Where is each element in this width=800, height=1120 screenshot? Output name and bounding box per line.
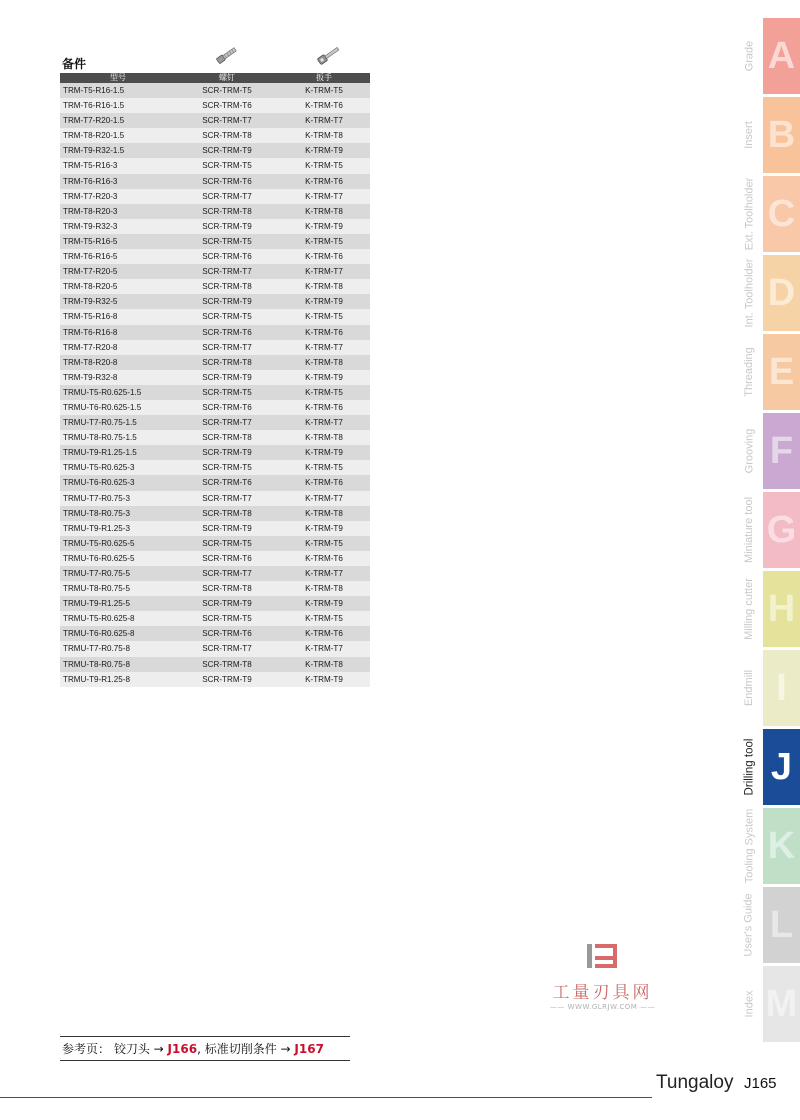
cell-model: TRMU-T5-R0.625-5 [60, 536, 176, 551]
table-row [60, 475, 370, 490]
tab-letter: F [763, 413, 800, 489]
tab-letter: A [763, 18, 800, 94]
table-row [60, 460, 370, 475]
tab-h[interactable] [735, 571, 800, 647]
table-row [60, 385, 370, 400]
watermark-url: —— WWW.GLRJW.COM —— [549, 1003, 656, 1011]
table-row [60, 234, 370, 249]
cell-model: TRM-T5-R16-1.5 [60, 83, 176, 98]
cell-wrench: K-TRM-T5 [278, 158, 370, 173]
cell-screw: SCR-TRM-T6 [176, 98, 278, 113]
cell-screw: SCR-TRM-T5 [176, 83, 278, 98]
cell-screw: SCR-TRM-T5 [176, 234, 278, 249]
table-row [60, 641, 370, 656]
table-row [60, 340, 370, 355]
cell-screw: SCR-TRM-T6 [176, 400, 278, 415]
tab-j[interactable] [735, 729, 800, 805]
cell-wrench: K-TRM-T7 [278, 264, 370, 279]
table-row [60, 294, 370, 309]
cell-screw: SCR-TRM-T9 [176, 521, 278, 536]
tab-label: Milling cutter [743, 578, 755, 640]
cell-model: TRMU-T8-R0.75-3 [60, 506, 176, 521]
cell-model: TRMU-T7-R0.75-3 [60, 491, 176, 506]
table-row [60, 325, 370, 340]
cell-screw: SCR-TRM-T9 [176, 143, 278, 158]
cell-model: TRM-T8-R20-5 [60, 279, 176, 294]
cell-wrench: K-TRM-T6 [278, 626, 370, 641]
cell-wrench: K-TRM-T8 [278, 430, 370, 445]
cell-wrench: K-TRM-T6 [278, 174, 370, 189]
table-row [60, 626, 370, 641]
cell-model: TRM-T6-R16-1.5 [60, 98, 176, 113]
header-screw: 螺钉 [176, 73, 278, 83]
cell-wrench: K-TRM-T9 [278, 445, 370, 460]
spare-parts-table [60, 73, 370, 687]
tab-label-wrap [737, 650, 761, 726]
tab-label: Drilling tool [743, 738, 756, 796]
cell-wrench: K-TRM-T5 [278, 536, 370, 551]
cell-model: TRMU-T7-R0.75-8 [60, 641, 176, 656]
table-row [60, 174, 370, 189]
table-row [60, 536, 370, 551]
tab-e[interactable] [735, 334, 800, 410]
table-row [60, 279, 370, 294]
cell-model: TRM-T9-R32-3 [60, 219, 176, 234]
tab-letter: C [763, 176, 800, 252]
cell-wrench: K-TRM-T8 [278, 657, 370, 672]
table-row [60, 158, 370, 173]
cell-model: TRM-T6-R16-8 [60, 325, 176, 340]
cell-screw: SCR-TRM-T7 [176, 491, 278, 506]
reference-link-j167[interactable]: J167 [294, 1042, 324, 1056]
cell-model: TRMU-T9-R1.25-1.5 [60, 445, 176, 460]
cell-wrench: K-TRM-T5 [278, 460, 370, 475]
cell-screw: SCR-TRM-T8 [176, 506, 278, 521]
cell-model: TRM-T6-R16-3 [60, 174, 176, 189]
tab-letter: L [763, 887, 800, 963]
cell-model: TRMU-T5-R0.625-8 [60, 611, 176, 626]
tab-label-wrap [737, 255, 761, 331]
cell-model: TRM-T5-R16-5 [60, 234, 176, 249]
table-row [60, 657, 370, 672]
tab-letter: B [763, 97, 800, 173]
table-row [60, 309, 370, 324]
cell-wrench: K-TRM-T9 [278, 521, 370, 536]
cell-wrench: K-TRM-T8 [278, 581, 370, 596]
tab-label-wrap [737, 571, 761, 647]
cell-model: TRM-T6-R16-5 [60, 249, 176, 264]
table-row [60, 98, 370, 113]
table-row [60, 400, 370, 415]
table-row [60, 581, 370, 596]
tab-m[interactable] [735, 966, 800, 1042]
table-row [60, 566, 370, 581]
table-row [60, 551, 370, 566]
table-row [60, 264, 370, 279]
page-number: J165 [744, 1075, 777, 1092]
cell-wrench: K-TRM-T7 [278, 415, 370, 430]
cell-wrench: K-TRM-T8 [278, 279, 370, 294]
table-row [60, 249, 370, 264]
cell-model: TRMU-T7-R0.75-1.5 [60, 415, 176, 430]
tab-label: Int. Toolholder [743, 258, 755, 328]
cell-screw: SCR-TRM-T6 [176, 626, 278, 641]
cell-screw: SCR-TRM-T7 [176, 264, 278, 279]
cell-wrench: K-TRM-T8 [278, 355, 370, 370]
tab-label: Endmill [743, 669, 756, 707]
cell-screw: SCR-TRM-T5 [176, 309, 278, 324]
tab-c[interactable] [735, 176, 800, 252]
cell-wrench: K-TRM-T8 [278, 506, 370, 521]
cell-screw: SCR-TRM-T5 [176, 158, 278, 173]
tab-letter: H [763, 571, 800, 647]
header-wrench: 扳手 [278, 73, 370, 83]
cell-screw: SCR-TRM-T9 [176, 294, 278, 309]
cell-screw: SCR-TRM-T8 [176, 657, 278, 672]
cell-wrench: K-TRM-T9 [278, 370, 370, 385]
cell-model: TRMU-T9-R1.25-5 [60, 596, 176, 611]
tab-label-wrap [737, 966, 761, 1042]
cell-model: TRM-T9-R32-8 [60, 370, 176, 385]
tab-label-wrap [737, 492, 761, 568]
tab-label-wrap [737, 887, 761, 963]
cell-model: TRMU-T9-R1.25-3 [60, 521, 176, 536]
table-row [60, 415, 370, 430]
cell-screw: SCR-TRM-T6 [176, 551, 278, 566]
table-row [60, 113, 370, 128]
cell-model: TRM-T9-R32-1.5 [60, 143, 176, 158]
cell-screw: SCR-TRM-T9 [176, 596, 278, 611]
cell-screw: SCR-TRM-T5 [176, 536, 278, 551]
cell-wrench: K-TRM-T5 [278, 234, 370, 249]
cell-screw: SCR-TRM-T8 [176, 128, 278, 143]
cell-wrench: K-TRM-T5 [278, 83, 370, 98]
cell-wrench: K-TRM-T5 [278, 385, 370, 400]
tab-label: Insert [743, 121, 756, 149]
cell-wrench: K-TRM-T7 [278, 566, 370, 581]
cell-wrench: K-TRM-T7 [278, 113, 370, 128]
cell-model: TRM-T7-R20-3 [60, 189, 176, 204]
table-row [60, 445, 370, 460]
tab-label: Ext. Toolholder [743, 177, 756, 251]
tab-letter: I [763, 650, 800, 726]
cell-model: TRM-T7-R20-1.5 [60, 113, 176, 128]
tab-label: Grade [743, 40, 756, 72]
brand-name: Tungaloy [656, 1072, 734, 1093]
cell-wrench: K-TRM-T7 [278, 491, 370, 506]
tab-label-wrap [737, 729, 761, 805]
cell-screw: SCR-TRM-T9 [176, 445, 278, 460]
cell-screw: SCR-TRM-T6 [176, 174, 278, 189]
tab-label: Threading [743, 347, 756, 397]
footer-rule [0, 1097, 652, 1098]
cell-wrench: K-TRM-T6 [278, 551, 370, 566]
tab-label: Index [743, 990, 756, 1018]
cell-model: TRM-T8-R20-8 [60, 355, 176, 370]
tab-letter: K [763, 808, 800, 884]
watermark-text: 工量刃具网 [552, 983, 653, 1003]
tab-letter: M [763, 966, 800, 1042]
tab-l[interactable] [735, 887, 800, 963]
cell-screw: SCR-TRM-T6 [176, 249, 278, 264]
cell-wrench: K-TRM-T9 [278, 672, 370, 687]
cell-wrench: K-TRM-T7 [278, 189, 370, 204]
cell-screw: SCR-TRM-T5 [176, 611, 278, 626]
table-row [60, 491, 370, 506]
table-body [60, 83, 370, 687]
cell-screw: SCR-TRM-T7 [176, 566, 278, 581]
cell-model: TRMU-T7-R0.75-5 [60, 566, 176, 581]
cell-screw: SCR-TRM-T6 [176, 325, 278, 340]
cell-model: TRMU-T6-R0.625-8 [60, 626, 176, 641]
cell-model: TRMU-T6-R0.625-5 [60, 551, 176, 566]
tab-b[interactable] [735, 97, 800, 173]
table-row [60, 355, 370, 370]
cell-model: TRM-T9-R32-5 [60, 294, 176, 309]
tab-label-wrap [737, 413, 761, 489]
cell-screw: SCR-TRM-T7 [176, 189, 278, 204]
tab-label: Tooling System [743, 808, 755, 884]
cell-screw: SCR-TRM-T7 [176, 113, 278, 128]
tab-letter: D [763, 255, 800, 331]
cell-wrench: K-TRM-T9 [278, 294, 370, 309]
watermark-logo [583, 940, 623, 976]
cell-screw: SCR-TRM-T5 [176, 385, 278, 400]
cell-wrench: K-TRM-T5 [278, 309, 370, 324]
cell-wrench: K-TRM-T6 [278, 98, 370, 113]
table-row [60, 521, 370, 536]
cell-wrench: K-TRM-T7 [278, 641, 370, 656]
reference-separator: , [197, 1042, 201, 1056]
tab-label-wrap [737, 97, 761, 173]
tab-label-wrap [737, 176, 761, 252]
cell-model: TRMU-T8-R0.75-5 [60, 581, 176, 596]
reference-bottom-rule [60, 1060, 350, 1061]
tab-d[interactable] [735, 255, 800, 331]
table-row [60, 204, 370, 219]
tab-label-wrap [737, 18, 761, 94]
cell-wrench: K-TRM-T5 [278, 611, 370, 626]
cell-screw: SCR-TRM-T6 [176, 475, 278, 490]
cell-wrench: K-TRM-T9 [278, 596, 370, 611]
cell-screw: SCR-TRM-T8 [176, 204, 278, 219]
cell-screw: SCR-TRM-T5 [176, 460, 278, 475]
cell-wrench: K-TRM-T6 [278, 400, 370, 415]
cell-wrench: K-TRM-T8 [278, 204, 370, 219]
cell-model: TRMU-T8-R0.75-8 [60, 657, 176, 672]
tab-letter: G [763, 492, 800, 568]
tab-letter: E [763, 334, 800, 410]
reference-line [62, 1040, 324, 1057]
cell-screw: SCR-TRM-T8 [176, 279, 278, 294]
cell-model: TRM-T8-R20-1.5 [60, 128, 176, 143]
cell-model: TRMU-T9-R1.25-8 [60, 672, 176, 687]
cell-screw: SCR-TRM-T9 [176, 672, 278, 687]
table-row [60, 128, 370, 143]
tab-label-wrap [737, 334, 761, 410]
tab-a[interactable] [735, 18, 800, 94]
cell-screw: SCR-TRM-T9 [176, 219, 278, 234]
tab-label: User's Guide [743, 893, 756, 957]
tab-label: Miniature tool [743, 496, 756, 564]
cell-screw: SCR-TRM-T7 [176, 641, 278, 656]
table-header-row [60, 73, 370, 83]
cell-screw: SCR-TRM-T8 [176, 430, 278, 445]
reference-item-1: 铰刀头 → [113, 1042, 164, 1056]
cell-model: TRM-T5-R16-3 [60, 158, 176, 173]
cell-model: TRM-T5-R16-8 [60, 309, 176, 324]
table-row [60, 370, 370, 385]
table-row [60, 143, 370, 158]
cell-wrench: K-TRM-T6 [278, 325, 370, 340]
tab-label-wrap [737, 808, 761, 884]
cell-screw: SCR-TRM-T7 [176, 415, 278, 430]
cell-wrench: K-TRM-T6 [278, 249, 370, 264]
cell-screw: SCR-TRM-T9 [176, 370, 278, 385]
tab-k[interactable] [735, 808, 800, 884]
table-row [60, 83, 370, 98]
reference-prefix: 参考页： [62, 1042, 111, 1056]
cell-wrench: K-TRM-T8 [278, 128, 370, 143]
cell-wrench: K-TRM-T9 [278, 143, 370, 158]
reference-item-2: 标准切削条件 → [204, 1042, 291, 1056]
cell-model: TRMU-T5-R0.625-3 [60, 460, 176, 475]
cell-wrench: K-TRM-T6 [278, 475, 370, 490]
table-row [60, 672, 370, 687]
table-row [60, 430, 370, 445]
screw-icon [214, 44, 240, 66]
cell-model: TRM-T8-R20-3 [60, 204, 176, 219]
section-title: 备件 [62, 57, 87, 71]
tab-g[interactable] [735, 492, 800, 568]
header-model: 型号 [60, 73, 176, 83]
cell-model: TRMU-T8-R0.75-1.5 [60, 430, 176, 445]
wrench-icon [316, 44, 342, 66]
cell-screw: SCR-TRM-T8 [176, 355, 278, 370]
cell-wrench: K-TRM-T9 [278, 219, 370, 234]
cell-model: TRMU-T5-R0.625-1.5 [60, 385, 176, 400]
tab-label: Grooving [743, 428, 756, 474]
table-row [60, 506, 370, 521]
reference-top-rule [60, 1036, 350, 1037]
table-row [60, 596, 370, 611]
tab-letter: J [763, 729, 800, 805]
tab-i[interactable] [735, 650, 800, 726]
cell-screw: SCR-TRM-T7 [176, 340, 278, 355]
cell-model: TRMU-T6-R0.625-3 [60, 475, 176, 490]
table-row [60, 611, 370, 626]
reference-link-j166[interactable]: J166 [167, 1042, 198, 1056]
tab-f[interactable] [735, 413, 800, 489]
cell-wrench: K-TRM-T7 [278, 340, 370, 355]
table-row [60, 189, 370, 204]
cell-screw: SCR-TRM-T8 [176, 581, 278, 596]
cell-model: TRM-T7-R20-8 [60, 340, 176, 355]
cell-model: TRMU-T6-R0.625-1.5 [60, 400, 176, 415]
cell-model: TRM-T7-R20-5 [60, 264, 176, 279]
table-row [60, 219, 370, 234]
